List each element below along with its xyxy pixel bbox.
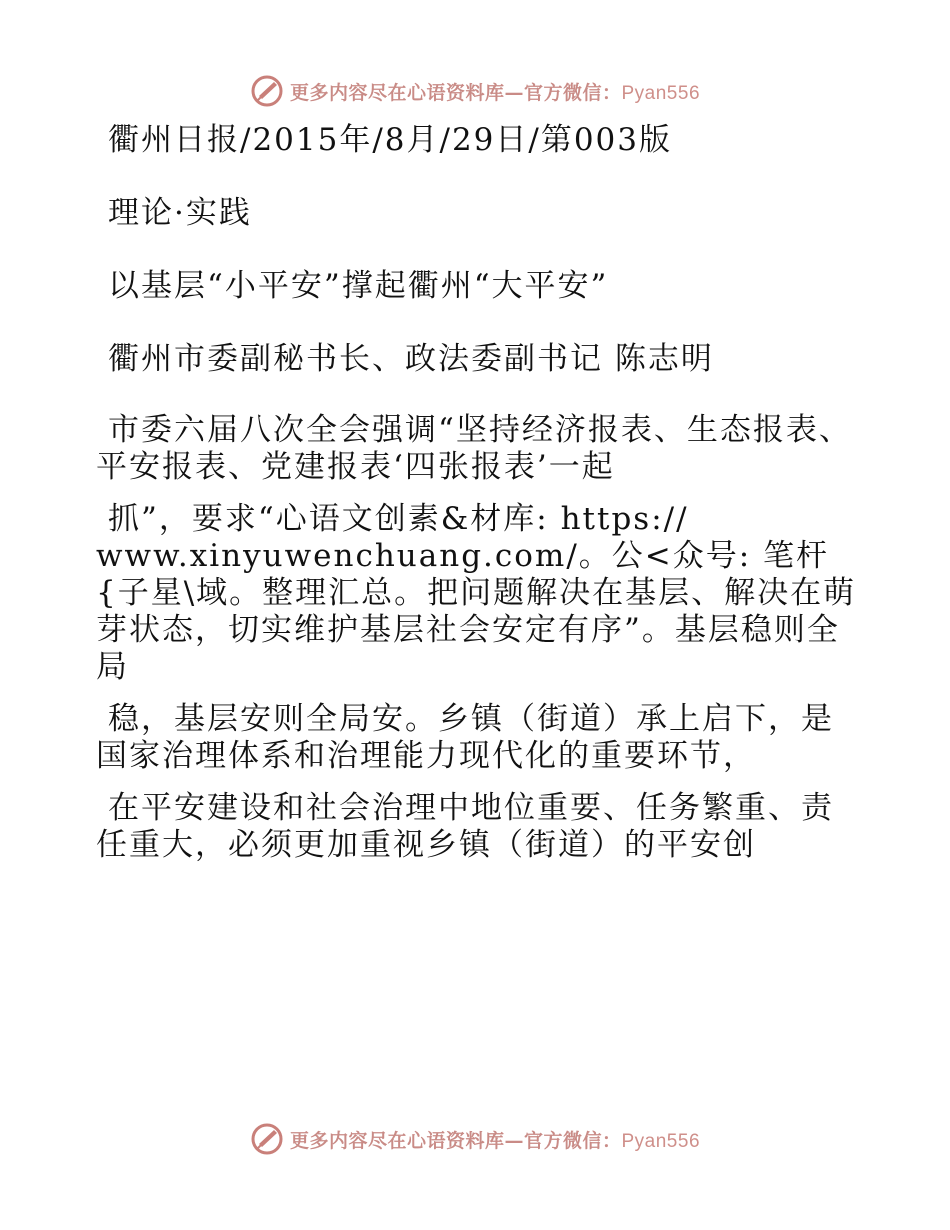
logo-seal-icon xyxy=(250,74,284,108)
article-author: 衢州市委副秘书长、政法委副书记 陈志明 xyxy=(108,341,714,377)
section-label: 理论·实践 xyxy=(108,195,252,231)
watermark-banner-bottom xyxy=(0,1119,950,1159)
article-title: 以基层“小平安”撑起衢州“大平安” xyxy=(108,268,609,304)
watermark-text: 更多内容尽在心语资料库—官方微信：Pyan556 xyxy=(289,1129,701,1152)
paragraph-3: 稳，基层安则全局安。乡镇（街道）承上启下，是国家治理体系和治理能力现代化的重要环节， xyxy=(96,701,834,774)
watermark-text: 更多内容尽在心语资料库—官方微信：Pyan556 xyxy=(289,81,701,104)
paragraph-2: 抓”，要求“心语文创素&材库: https:// www.xinyuwenchuang.com/。公<众号: 笔杆{子星\域。整理汇总。把问题解决在基层、解决在萌芽状态，切实维护基层社会安定有序”。基层稳则全局 xyxy=(96,501,857,685)
paragraph-4: 在平安建设和社会治理中地位重要、任务繁重、责任重大，必须更加重视乡镇（街道）的平安创 xyxy=(96,790,834,863)
paragraph-1: 市委六届八次全会强调“坚持经济报表、生态报表、平安报表、党建报表‘四张报表’一起 xyxy=(96,412,852,485)
article-body xyxy=(96,122,866,864)
watermark-banner-top xyxy=(0,71,950,111)
dateline: 衢州日报/2015年/8月/29日/第003版 xyxy=(108,122,673,158)
logo-seal-icon xyxy=(250,1122,284,1156)
